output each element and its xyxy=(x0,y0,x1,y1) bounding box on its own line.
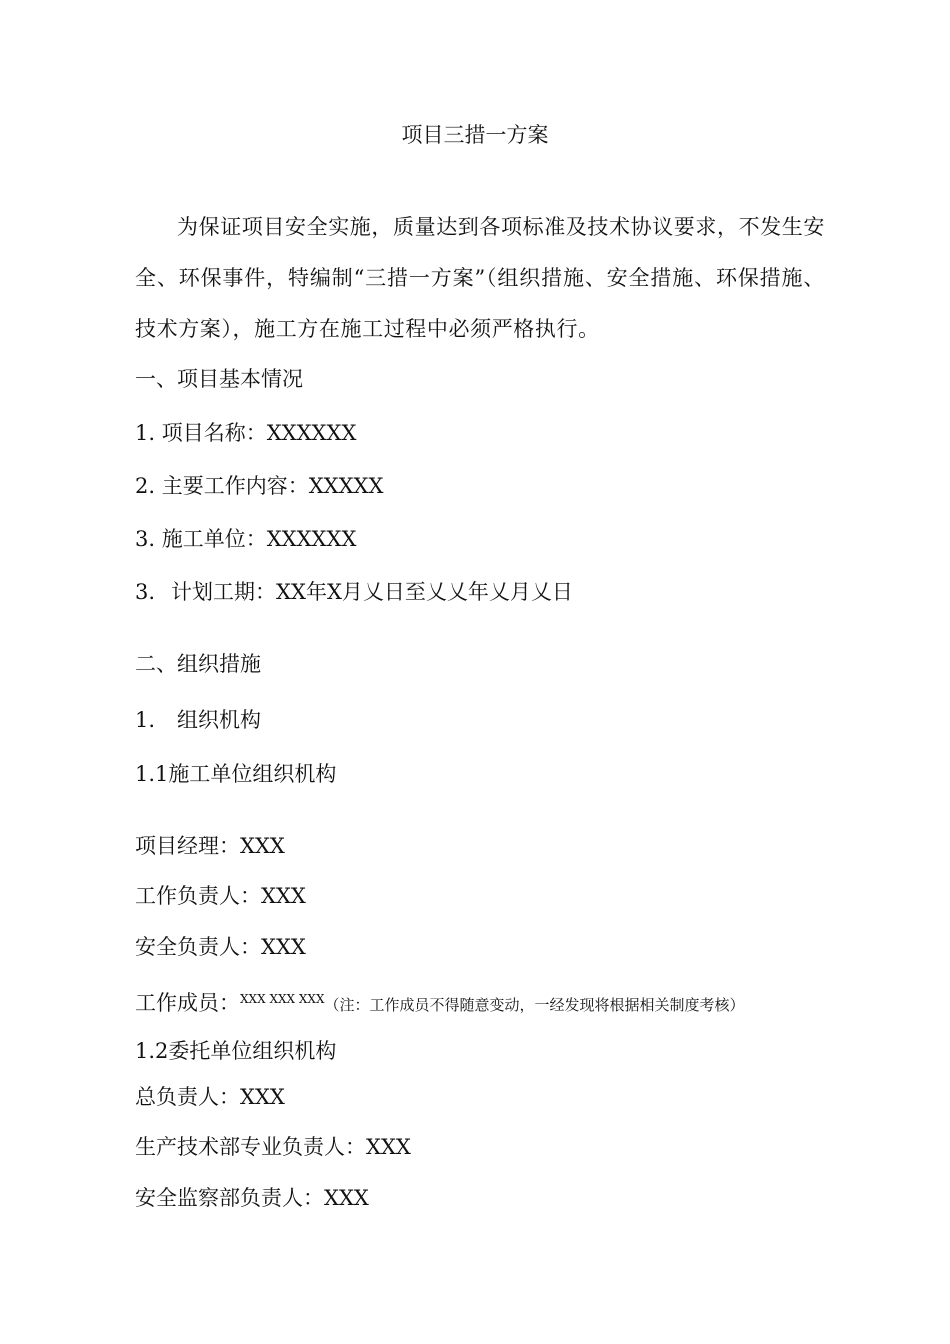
section1-heading: 一、项目基本情况 xyxy=(135,367,303,391)
org-structure-heading xyxy=(135,707,261,733)
work-members-label: 工作成员： xyxy=(135,991,240,1015)
work-members-line xyxy=(135,986,745,1018)
safety-leader-line: 安全负责人：XXX xyxy=(135,935,306,959)
document-title: 项目三措一方案 xyxy=(401,123,549,147)
construction-org-heading: 1.1施工单位组织机构 xyxy=(135,762,337,786)
org-structure-text: 组织机构 xyxy=(177,708,262,732)
work-members-value: XXX XXX XXX xyxy=(240,992,325,1006)
section2-heading: 二、组织措施 xyxy=(135,652,261,676)
schedule-item-number: 3. xyxy=(135,580,156,604)
general-leader-line: 总负责人：XXX xyxy=(135,1085,285,1109)
work-leader-line: 工作负责人：XXX xyxy=(135,884,306,908)
intro-paragraph: 为保证项目安全实施，质量达到各项标准及技术协议要求，不发生安全、环保事件，特编制“三措一方案”（组织措施、安全措施、环保措施、技术方案），施工方在施工过程中必须严格执行。 xyxy=(135,215,825,341)
project-manager-line: 项目经理：XXX xyxy=(135,834,285,858)
work-members-note: （注：工作成员不得随意变动，一经发现将根据相关制度考核） xyxy=(324,996,745,1014)
construction-unit-item: 3. 施工单位：XXXXXX xyxy=(135,527,357,551)
safety-supervision-leader-line: 安全监察部负责人：XXX xyxy=(135,1186,369,1210)
technical-leader-line: 生产技术部专业负责人：XXX xyxy=(135,1135,411,1159)
work-content-item: 2. 主要工作内容：XXXXX xyxy=(135,474,384,498)
project-name-item: 1. 项目名称：XXXXXX xyxy=(135,421,357,445)
client-org-heading: 1.2委托单位组织机构 xyxy=(135,1039,337,1063)
schedule-item xyxy=(135,579,573,605)
schedule-item-text: 计划工期：XX年X月乂日至乂乂年乂月乂日 xyxy=(171,580,573,604)
org-structure-number: 1. xyxy=(135,708,156,732)
